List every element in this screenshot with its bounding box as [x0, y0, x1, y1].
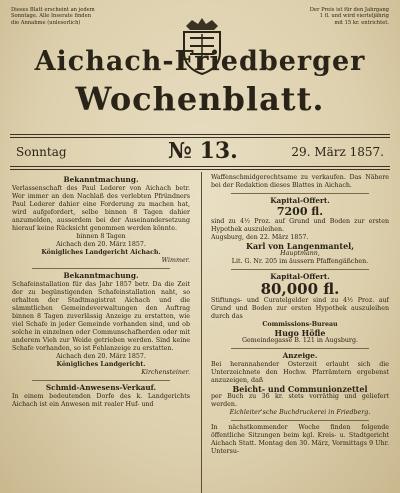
right-column [211, 174, 389, 493]
offer2-office: Commissions-Bureau [262, 321, 338, 328]
issue-number: № 13. [168, 138, 238, 164]
title-line-2: Wochenblatt. [75, 80, 325, 118]
offer2-amount: 80,000 fl. [260, 280, 340, 298]
offer1-text: sind zu 4½ Proz. auf Grund und Boden zur ersten Hypothek auszuleihen. [211, 218, 389, 233]
notice2-text: Schafeinstallation für das Jahr 1857 betr. Da die Zeit der zu begünstigenden Schafeinstallation naht, so erhalten der Stadtmagistrat Aichach und die sämmtlichen Gemeindeverwaltungen den Auftrag binnen 8 Tagen zuverlässig Anzeige zu erstatten, wie viel Schafe in jeder Gemeinde vorhanden sind, und ob solche in einzelnen oder Communschafherden oder mit anderem Vieh zur Weide getrieben werden. Sind keine Schafe vorhanden, so ist Fehlanzeige zu erstatten. [12, 281, 190, 352]
notice1-text: Verlassenschaft des Paul Lederer von Aichach betr. Wer immer an den Nachlaß des verlebten Pfründners Paul Lederer dahier eine Forderung zu machen hat, wird aufgefordert, selbe binnen 8 Tagen dahier anzumelden, ausserdem bei der Auseinandersetzung hierauf keine Rücksicht genommen werden könnte. [12, 185, 190, 232]
announcement-text: Bei herannahender Osterzeit erlaubt sich die Unterzeichnete den Hochw. Pfarrämtern ergebenst anzuzeigen, daß [211, 361, 389, 384]
offer1-title: Kapital-Offert. [270, 196, 330, 205]
notice1-signature: Wimmer. [161, 257, 190, 264]
issue-date: 29. März 1857. [291, 145, 384, 159]
separator [231, 420, 369, 421]
rule-bottom [10, 166, 390, 167]
issue-day: Sonntag [16, 145, 67, 159]
bottom-text: In nächstkommender Woche finden folgende öffentliche Sitzungen beim kgl. Kreis- u. Stadtgericht Aichach Statt. Montag den 30. März, Vormittags 9 Uhr. Untersu- [211, 424, 389, 455]
offer1-date: Augsburg, den 22. März 1857. [211, 234, 309, 241]
separator [32, 380, 170, 381]
notice2-title: Bekanntmachung. [63, 271, 139, 280]
offer1-amount: 7200 fl. [276, 205, 324, 218]
left-column [12, 174, 190, 493]
announcement-item: Beicht- und Communionzettel [232, 384, 368, 394]
separator [231, 193, 369, 194]
dateline [10, 138, 390, 164]
announcement-title: Anzeige. [282, 351, 318, 360]
title-line-1: Aichach-Friedberger [34, 46, 366, 77]
separator [231, 348, 369, 349]
separator [231, 269, 369, 270]
notice1-title: Bekanntmachung. [63, 175, 139, 184]
column-divider [201, 172, 202, 493]
offer2-address: Gemeindegasse B. 121 in Augsburg. [242, 337, 358, 344]
notice3-title: Schmid-Anwesens-Verkauf. [45, 383, 157, 392]
rule-top [10, 134, 390, 135]
offer1-address: Lit. G. Nr. 205 im äussern Pfaffengäßchen. [231, 258, 369, 265]
offer2-title: Kapital-Offert. [270, 272, 330, 281]
separator [32, 268, 170, 269]
header-left-notice: Dieses Blatt erscheint an jedem Sonntage. Alle Inserate finden die Annahme (unleserlich) [11, 7, 95, 26]
notice2-date: Aichach den 20. März 1857. [56, 353, 146, 360]
notice1-court: Königliches Landgericht Aichach. [41, 249, 161, 256]
announcement-text-2: per Buch zu 36 kr. stets vorräthig und geliefert werden. [211, 393, 389, 408]
offer2-name: Hugo Höfle [274, 328, 326, 338]
notice1-deadline: binnen 8 Tagen [76, 233, 126, 240]
notice2-signature: Kirchensteiner. [141, 369, 190, 376]
offer1-role: Hauptmann, [280, 250, 320, 257]
offer1-name: Karl von Langenmantel, [246, 241, 354, 251]
notice1-date: Aichach den 20. März 1857. [56, 241, 146, 248]
offer2-text: Stiftungs- und Curatelgelder sind zu 4½ Proz. auf Grund und Boden zur ersten Hypothek auszuleihen durch das [211, 297, 389, 320]
top-text: Waffenschmidgerechtsame zu verkaufen. Das Nähere bei der Redaktion dieses Blattes in Aichach. [211, 174, 389, 189]
notice2-court: Königliches Landgericht. [56, 361, 146, 368]
rule-bottom-thin [10, 169, 390, 170]
announcement-signature: Eichleiter'sche Buchdruckerei in Friedberg. [229, 409, 371, 416]
header-right-notice: Der Preis ist für den Jahrgang 1 fl. und wird vierteljährig mit 15 kr. entrichtet. [309, 7, 389, 26]
notice3-text: In einem bedeutenden Dorfe des k. Landgerichts Aichach ist ein Anwesen mit realer Huf- und [12, 393, 190, 408]
